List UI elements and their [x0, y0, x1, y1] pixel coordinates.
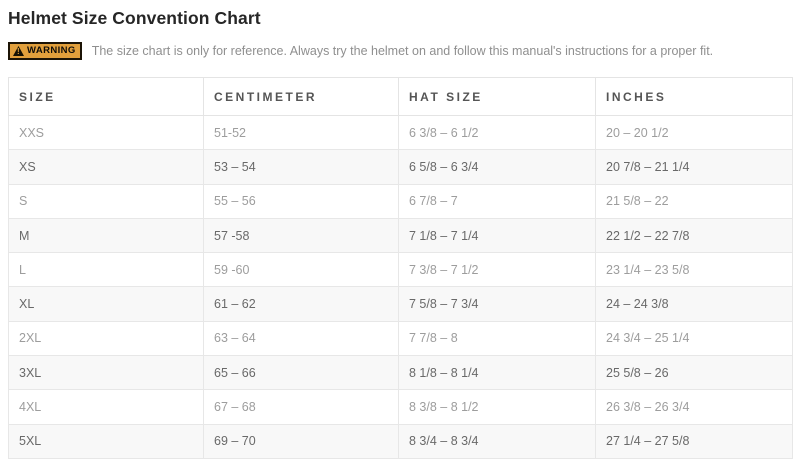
hat-size-cell: 7 5/8 – 7 3/4	[399, 287, 596, 321]
size-cell: 4XL	[9, 390, 204, 424]
size-cell: L	[9, 253, 204, 287]
column-header-inches: INCHES	[596, 78, 793, 116]
table-row	[9, 321, 793, 355]
centimeter-cell: 61 – 62	[204, 287, 399, 321]
centimeter-cell: 57 -58	[204, 218, 399, 252]
size-cell: 5XL	[9, 424, 204, 458]
centimeter-cell: 67 – 68	[204, 390, 399, 424]
size-cell: S	[9, 184, 204, 218]
centimeter-cell: 65 – 66	[204, 356, 399, 390]
warning-badge-label: WARNING	[27, 45, 76, 56]
table-row	[9, 390, 793, 424]
size-cell: M	[9, 218, 204, 252]
hat-size-cell: 7 7/8 – 8	[399, 321, 596, 355]
table-row	[9, 184, 793, 218]
table-row	[9, 116, 793, 150]
size-cell: XXS	[9, 116, 204, 150]
column-header-centimeter: CENTIMETER	[204, 78, 399, 116]
size-cell: XL	[9, 287, 204, 321]
table-row	[9, 218, 793, 252]
centimeter-cell: 69 – 70	[204, 424, 399, 458]
warning-badge	[8, 42, 82, 60]
inches-cell: 23 1/4 – 23 5/8	[596, 253, 793, 287]
hat-size-cell: 8 1/8 – 8 1/4	[399, 356, 596, 390]
centimeter-cell: 59 -60	[204, 253, 399, 287]
inches-cell: 21 5/8 – 22	[596, 184, 793, 218]
table-row	[9, 356, 793, 390]
hat-size-cell: 6 5/8 – 6 3/4	[399, 150, 596, 184]
hat-size-cell: 6 7/8 – 7	[399, 184, 596, 218]
column-header-size: SIZE	[9, 78, 204, 116]
table-row	[9, 424, 793, 458]
table-row	[9, 253, 793, 287]
inches-cell: 26 3/8 – 26 3/4	[596, 390, 793, 424]
inches-cell: 27 1/4 – 27 5/8	[596, 424, 793, 458]
hat-size-cell: 8 3/4 – 8 3/4	[399, 424, 596, 458]
centimeter-cell: 51-52	[204, 116, 399, 150]
column-header-hat-size: HAT SIZE	[399, 78, 596, 116]
inches-cell: 20 7/8 – 21 1/4	[596, 150, 793, 184]
warning-triangle-icon	[13, 46, 24, 56]
helmet-size-table	[8, 77, 793, 459]
warning-notice	[8, 42, 792, 60]
hat-size-cell: 7 3/8 – 7 1/2	[399, 253, 596, 287]
inches-cell: 25 5/8 – 26	[596, 356, 793, 390]
hat-size-cell: 7 1/8 – 7 1/4	[399, 218, 596, 252]
centimeter-cell: 53 – 54	[204, 150, 399, 184]
page-title: Helmet Size Convention Chart	[8, 8, 261, 28]
hat-size-cell: 6 3/8 – 6 1/2	[399, 116, 596, 150]
inches-cell: 22 1/2 – 22 7/8	[596, 218, 793, 252]
centimeter-cell: 63 – 64	[204, 321, 399, 355]
inches-cell: 24 3/4 – 25 1/4	[596, 321, 793, 355]
size-cell: XS	[9, 150, 204, 184]
warning-text: The size chart is only for reference. Always try the helmet on and follow this manual's instructions for a proper fit.	[91, 44, 714, 58]
size-cell: 2XL	[9, 321, 204, 355]
table-header-row	[9, 78, 793, 116]
inches-cell: 24 – 24 3/8	[596, 287, 793, 321]
inches-cell: 20 – 20 1/2	[596, 116, 793, 150]
centimeter-cell: 55 – 56	[204, 184, 399, 218]
table-row	[9, 150, 793, 184]
hat-size-cell: 8 3/8 – 8 1/2	[399, 390, 596, 424]
size-cell: 3XL	[9, 356, 204, 390]
table-row	[9, 287, 793, 321]
